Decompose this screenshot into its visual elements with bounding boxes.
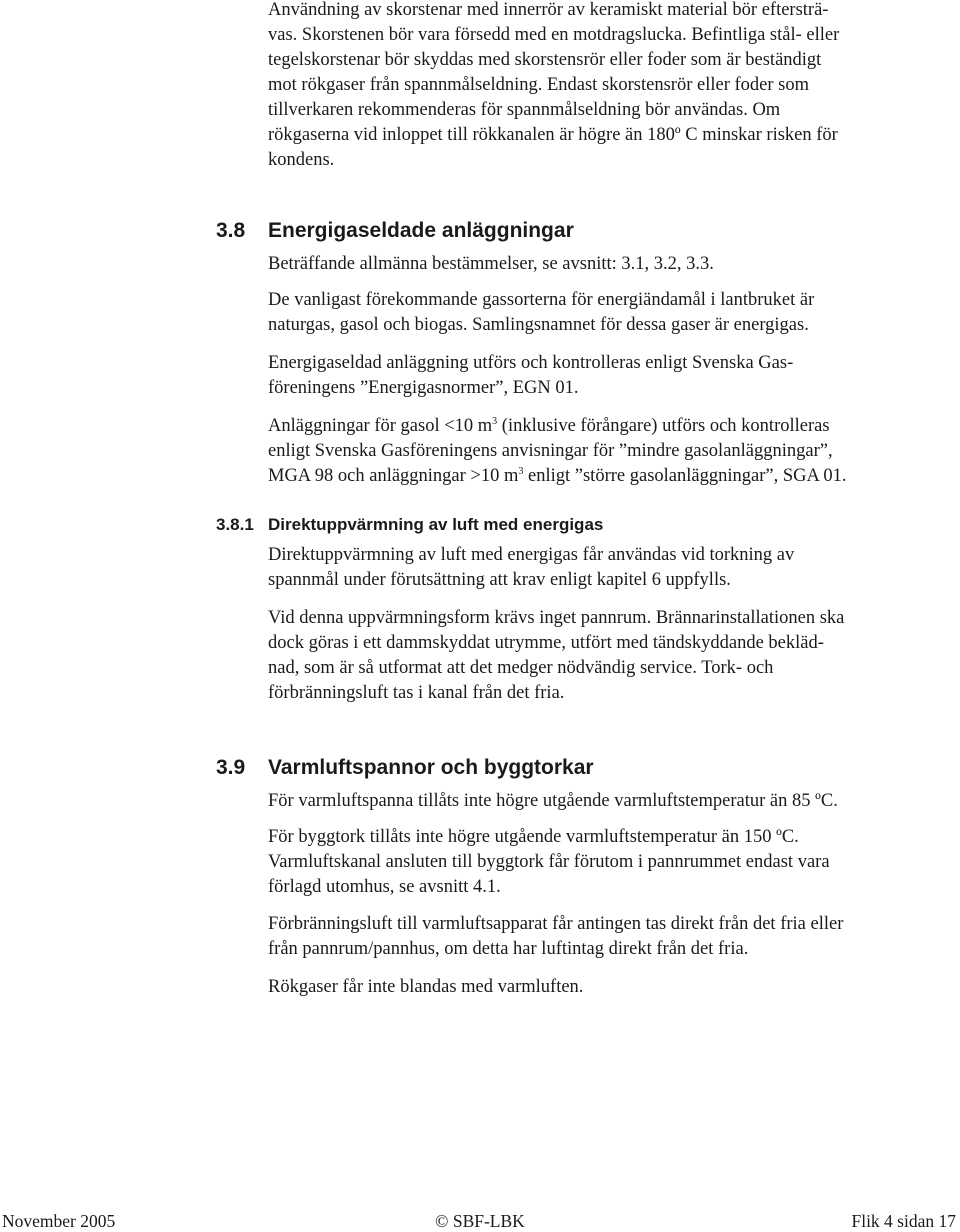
- section-paragraph: Vid denna uppvärmningsform krävs inget pannrum. Brännarinstallationen ska dock göras i ett dammskyddat utrymme, utfört med tändskyddande bekläd- nad, som är så utformat att det medger nödvändig service. Tork- och förbränningsluft tas i kanal från det fria.: [268, 608, 845, 703]
- section-paragraph: Förbränningsluft till varmluftsapparat får antingen tas direkt från det fria eller från pannrum/pannhus, om detta har luftintag direkt från det fria.: [268, 914, 844, 959]
- intro-paragraph: Användning av skorstenar med innerrör av keramiskt material bör eftersträ- vas. Skorstenen bör vara försedd med en motdragslucka. Befintliga stål- eller tegelskorstenar bör skyddas med skorstensrör eller foder som är beständigt mot rökgaser från spannmålseldning. Endast skorstensrör eller foder som tillverkaren rekommenderas för spannmålseldning bör användas. Om rökgaserna vid inloppet till rökkanalen är högre än 180º C minskar risken för kondens.: [268, 0, 840, 170]
- text-run: (inklusive förångare) utförs och kontrolleras enligt Svenska Gasföreningens anvisningar för ”mindre gasolanläggningar”, MGA 98 och anläggningar >10 m: [268, 416, 833, 486]
- subsection-heading: Direktuppvärmning av luft med energigas: [268, 515, 604, 534]
- section-paragraph: [268, 414, 920, 489]
- section-paragraph: De vanligast förekommande gassorterna för energiändamål i lantbruket är naturgas, gasol och biogas. Samlingsnamnet för dessa gaser är energigas.: [268, 290, 815, 335]
- section-number: 3.9: [216, 756, 246, 779]
- section-paragraph: Beträffande allmänna bestämmelser, se avsnitt: 3.1, 3.2, 3.3.: [268, 254, 714, 274]
- section-paragraph: För varmluftspanna tillåts inte högre utgående varmluftstemperatur än 85 ºC.: [268, 791, 838, 811]
- section-paragraph: Energigaseldad anläggning utförs och kontrolleras enligt Svenska Gas- föreningens ”Energigasnormer”, EGN 01.: [268, 353, 794, 398]
- section-paragraph: Direktuppvärmning av luft med energigas får användas vid torkning av spannmål under förutsättning att krav enligt kapitel 6 uppfylls.: [268, 545, 795, 590]
- subsection-number: 3.8.1: [216, 515, 254, 534]
- footer-copyright: © SBF-LBK: [435, 1211, 525, 1231]
- section-heading: Energigaseldade anläggningar: [268, 219, 574, 242]
- section-heading: Varmluftspannor och byggtorkar: [268, 756, 594, 779]
- text-run: enligt ”större gasolanläggningar”, SGA 01.: [523, 466, 847, 486]
- superscript: 3: [492, 416, 498, 427]
- superscript: 3: [518, 466, 524, 477]
- section-paragraph: Rökgaser får inte blandas med varmluften.: [268, 977, 584, 997]
- footer-date: November 2005: [2, 1211, 116, 1231]
- text-run: Anläggningar för gasol <10 m: [268, 416, 493, 436]
- section-number: 3.8: [216, 219, 246, 242]
- section-paragraph: För byggtork tillåts inte högre utgående varmluftstemperatur än 150 ºC. Varmluftskanal ansluten till byggtork får förutom i pannrummet endast vara förlagd utomhus, se avsnitt 4.1.: [268, 827, 830, 897]
- footer-page-number: Flik 4 sidan 17: [851, 1211, 956, 1231]
